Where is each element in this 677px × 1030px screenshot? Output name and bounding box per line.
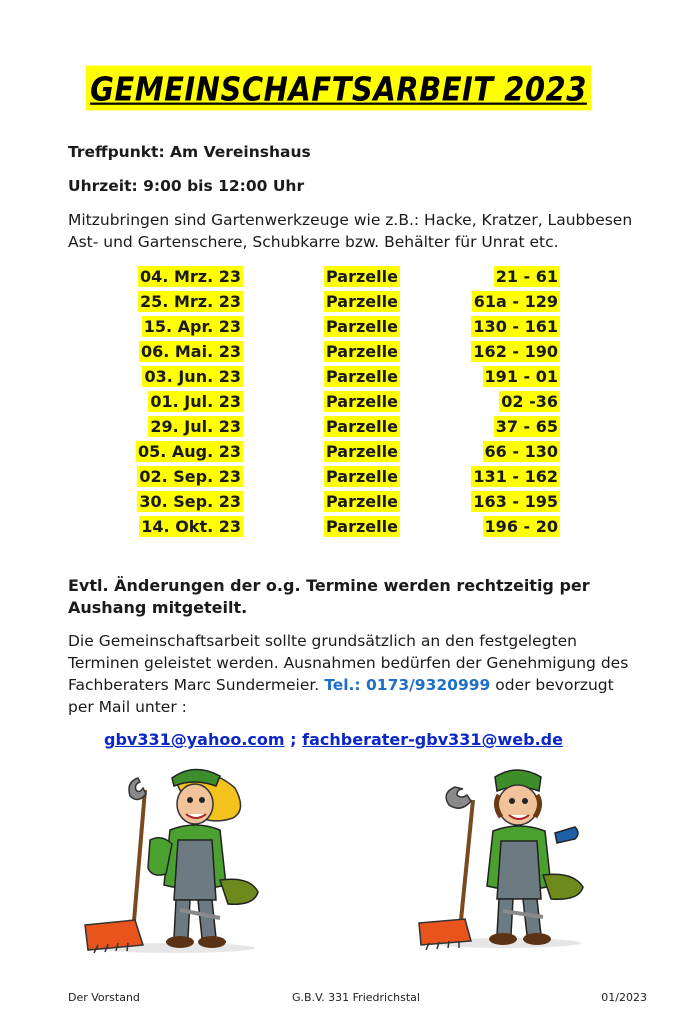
schedule-label: Parzelle — [326, 417, 398, 436]
email-links — [104, 730, 563, 749]
schedule-range: 21 - 61 — [495, 267, 558, 286]
footer-left: Der Vorstand — [68, 991, 140, 1004]
schedule-row — [0, 316, 677, 341]
schedule-label: Parzelle — [326, 367, 398, 386]
schedule-date: 15. Apr. 23 — [143, 317, 241, 336]
schedule-date: 03. Jun. 23 — [144, 367, 241, 386]
schedule-label: Parzelle — [326, 292, 398, 311]
schedule-row — [0, 491, 677, 516]
schedule-label: Parzelle — [326, 342, 398, 361]
info-line-2: Terminen geleistet werden. Ausnahmen bedürfen der Genehmigung des — [68, 654, 629, 672]
info-line-3-text: Fachberaters Marc Sundermeier. — [68, 676, 320, 694]
schedule-row — [0, 416, 677, 441]
info-line-3 — [68, 674, 658, 696]
schedule-date: 04. Mrz. 23 — [140, 267, 241, 286]
footer-center: G.B.V. 331 Friedrichstal — [292, 991, 420, 1004]
schedule-label: Parzelle — [326, 392, 398, 411]
schedule-row — [0, 366, 677, 391]
schedule-row — [0, 291, 677, 316]
info-line-1: Die Gemeinschaftsarbeit sollte grundsätzlich an den festgelegten — [68, 632, 577, 650]
title-banner — [0, 68, 677, 108]
info-line-3-suffix: oder bevorzugt — [495, 676, 614, 694]
schedule-date: 29. Jul. 23 — [150, 417, 241, 436]
schedule-date: 25. Mrz. 23 — [140, 292, 241, 311]
schedule-range: 196 - 20 — [484, 517, 558, 536]
schedule-label: Parzelle — [326, 442, 398, 461]
bring-tools-text — [68, 209, 658, 253]
schedule-row — [0, 266, 677, 291]
schedule-label: Parzelle — [326, 317, 398, 336]
schedule-range: 61a - 129 — [473, 292, 558, 311]
schedule-date: 06. Mai. 23 — [140, 342, 241, 361]
meeting-time: Uhrzeit: 9:00 bis 12:00 Uhr — [68, 177, 305, 195]
schedule-row — [0, 516, 677, 541]
schedule-label: Parzelle — [326, 517, 398, 536]
schedule-row — [0, 341, 677, 366]
schedule-range: 162 - 190 — [473, 342, 558, 361]
email-link-yahoo[interactable]: gbv331@yahoo.com — [104, 730, 285, 749]
schedule-date: 01. Jul. 23 — [150, 392, 241, 411]
email-link-web[interactable]: fachberater-gbv331@web.de — [302, 730, 563, 749]
schedule-row — [0, 391, 677, 416]
changes-line-1: Evtl. Änderungen der o.g. Termine werden rechtzeitig per — [68, 576, 590, 595]
schedule-range: 37 - 65 — [495, 417, 558, 436]
schedule-date: 05. Aug. 23 — [137, 442, 241, 461]
email-separator: ; — [290, 730, 297, 749]
footer-right: 01/2023 — [601, 991, 647, 1004]
meeting-point: Treffpunkt: Am Vereinshaus — [68, 143, 311, 161]
gardener-man-illustration — [415, 765, 595, 950]
bring-line-1: Mitzubringen sind Gartenwerkzeuge wie z.B.: Hacke, Kratzer, Laubbesen — [68, 211, 633, 229]
changes-line-2: Aushang mitgeteilt. — [68, 598, 248, 617]
info-line-4: per Mail unter : — [68, 698, 187, 716]
schedule-row — [0, 441, 677, 466]
schedule-range: 163 - 195 — [473, 492, 558, 511]
schedule-date: 02. Sep. 23 — [139, 467, 241, 486]
schedule-range: 66 - 130 — [484, 442, 558, 461]
schedule-date: 30. Sep. 23 — [139, 492, 241, 511]
schedule-date: 14. Okt. 23 — [141, 517, 241, 536]
schedule-label: Parzelle — [326, 467, 398, 486]
bring-line-2: Ast- und Gartenschere, Schubkarre bzw. Behälter für Unrat etc. — [68, 233, 559, 251]
schedule-row — [0, 466, 677, 491]
schedule-range: 191 - 01 — [484, 367, 558, 386]
schedule-range: 02 -36 — [501, 392, 558, 411]
changes-notice — [68, 575, 658, 619]
schedule-label: Parzelle — [326, 267, 398, 286]
gardener-woman-illustration — [80, 760, 270, 955]
schedule-label: Parzelle — [326, 492, 398, 511]
page-title: GEMEINSCHAFTSARBEIT 2023 — [86, 66, 591, 111]
schedule-range: 131 - 162 — [473, 467, 558, 486]
schedule-range: 130 - 161 — [473, 317, 558, 336]
phone-number[interactable]: Tel.: 0173/9320999 — [324, 676, 491, 694]
info-text — [68, 630, 658, 718]
